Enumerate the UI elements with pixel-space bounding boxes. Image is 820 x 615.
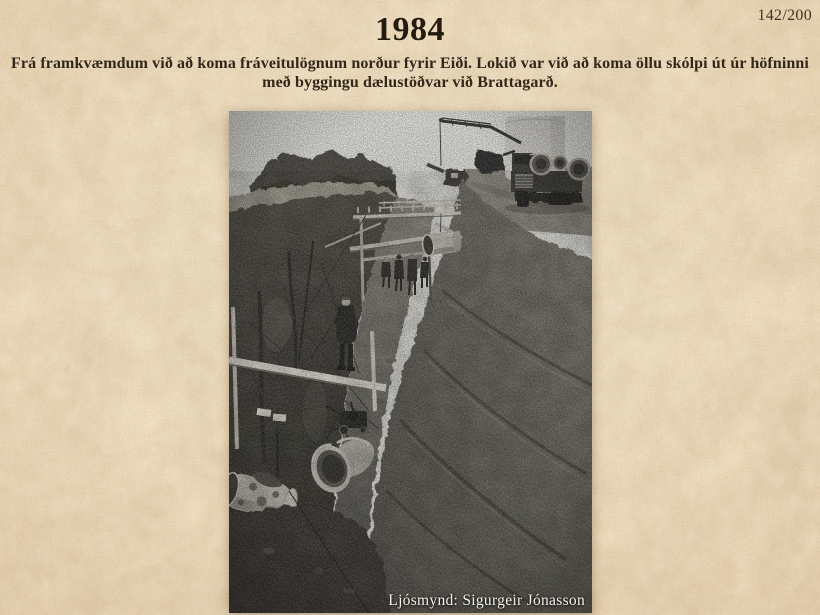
slide-description: Frá framkvæmdum við að koma fráveitulögnum norður fyrir Eiði. Lokið var við að koma öllu skólpi út úr höfninni með byggingu dælustöðvar við Brattagarð. — [11, 55, 809, 91]
slide-title: 1984 — [375, 11, 445, 48]
page-indicator: 142/200 — [757, 7, 812, 24]
construction-photo — [229, 111, 592, 613]
photo-caption: Ljósmynd: Sigurgeir Jónasson — [388, 592, 585, 609]
photo-scene-svg — [229, 111, 592, 613]
